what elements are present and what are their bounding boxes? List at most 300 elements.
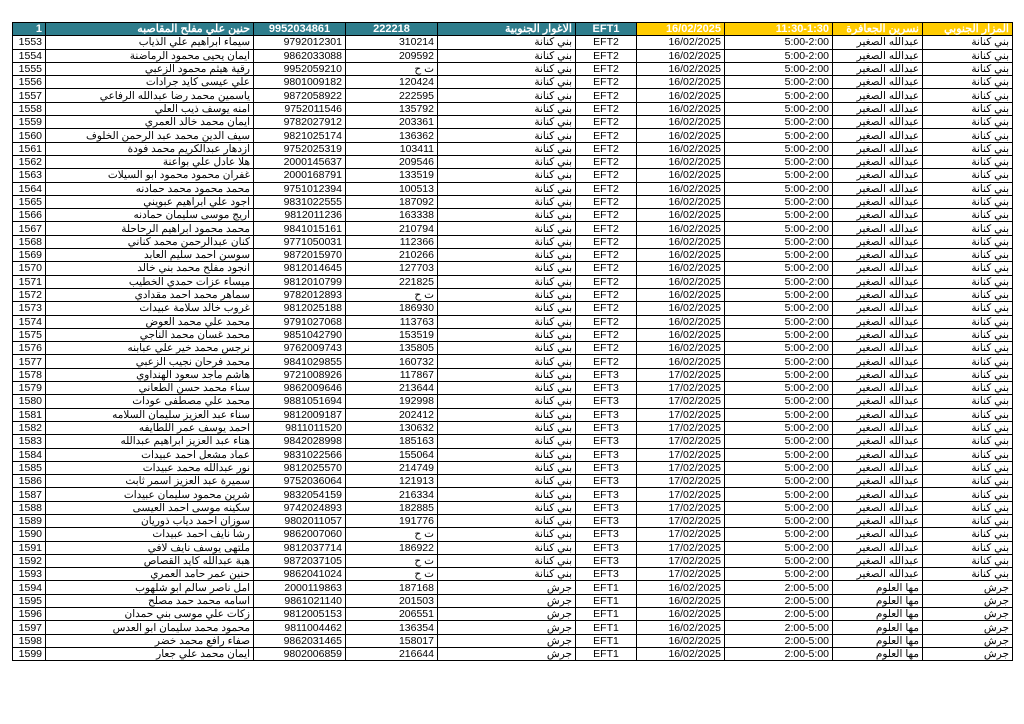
cell-time[interactable]: 5:00-2:00 [725, 302, 833, 315]
cell-date[interactable]: 16/02/2025 [637, 302, 725, 315]
cell-name[interactable]: هاشم ماجد سعود الهنداوي [46, 368, 254, 381]
cell-exam[interactable]: EFT2 [576, 116, 637, 129]
cell-phone[interactable]: 2000145637 [254, 155, 346, 168]
cell-name[interactable]: اريج موسى سليمان حمادنه [46, 209, 254, 222]
cell-time[interactable]: 2:00-5:00 [725, 581, 833, 594]
cell-place[interactable]: بني كنانة [438, 182, 576, 195]
cell-place[interactable]: جرش [438, 581, 576, 594]
cell-exam[interactable]: EFT2 [576, 89, 637, 102]
cell-number[interactable]: 1568 [13, 235, 46, 248]
cell-date[interactable]: 16/02/2025 [637, 328, 725, 341]
cell-phone[interactable]: 9752025319 [254, 142, 346, 155]
cell-phone[interactable]: 9771050031 [254, 235, 346, 248]
cell-name[interactable]: سيف الدين محمد عبد الرحمن الخلوف [46, 129, 254, 142]
cell-number[interactable]: 1573 [13, 302, 46, 315]
cell-place[interactable]: جرش [438, 594, 576, 607]
cell-time[interactable]: 5:00-2:00 [725, 408, 833, 421]
cell-name[interactable]: هبة عبدالله كايد القصاص [46, 554, 254, 567]
cell-name[interactable]: اجود علي ابراهيم عبويني [46, 195, 254, 208]
cell-id[interactable]: 310214 [346, 36, 438, 49]
cell-name[interactable]: سوزان احمد دياب ذوريان [46, 514, 254, 527]
cell-date[interactable]: 16/02/2025 [637, 129, 725, 142]
cell-phone[interactable]: 9812009187 [254, 408, 346, 421]
cell-phone[interactable]: 9841029855 [254, 355, 346, 368]
cell-district[interactable]: بني كنانة [923, 541, 1013, 554]
cell-place[interactable]: بني كنانة [438, 342, 576, 355]
cell-id[interactable]: 158017 [346, 634, 438, 647]
cell-number[interactable]: 1572 [13, 288, 46, 301]
cell-district[interactable]: بني كنانة [923, 142, 1013, 155]
cell-id[interactable]: 210266 [346, 249, 438, 262]
cell-name[interactable]: علي عيسى كايد جرادات [46, 76, 254, 89]
cell-place[interactable]: بني كنانة [438, 36, 576, 49]
cell-id[interactable]: 202412 [346, 408, 438, 421]
cell-id[interactable]: 135805 [346, 342, 438, 355]
cell-supervisor[interactable]: عبدالله الصغير [833, 209, 923, 222]
cell-district[interactable]: بني كنانة [923, 461, 1013, 474]
cell-district[interactable]: بني كنانة [923, 528, 1013, 541]
cell-supervisor[interactable]: عبدالله الصغير [833, 488, 923, 501]
cell-phone[interactable]: 9862033088 [254, 49, 346, 62]
cell-time[interactable]: 2:00-5:00 [725, 621, 833, 634]
cell-exam[interactable]: EFT2 [576, 275, 637, 288]
cell-id[interactable]: 120424 [346, 76, 438, 89]
cell-name[interactable]: زكات علي موسى بني حمدان [46, 608, 254, 621]
cell-place[interactable]: بني كنانة [438, 541, 576, 554]
cell-place[interactable]: بني كنانة [438, 554, 576, 567]
cell-exam[interactable]: EFT3 [576, 475, 637, 488]
cell-date[interactable]: 17/02/2025 [637, 514, 725, 527]
cell-date[interactable]: 16/02/2025 [637, 195, 725, 208]
cell-phone[interactable]: 9842028998 [254, 435, 346, 448]
cell-number[interactable]: 1595 [13, 594, 46, 607]
cell-district[interactable]: بني كنانة [923, 249, 1013, 262]
cell-id[interactable]: 117867 [346, 368, 438, 381]
cell-place[interactable]: بني كنانة [438, 195, 576, 208]
cell-place[interactable]: بني كنانة [438, 395, 576, 408]
cell-exam[interactable]: EFT2 [576, 249, 637, 262]
cell-name[interactable]: غروب خالد سلامة عبيدات [46, 302, 254, 315]
cell-supervisor[interactable]: مها العلوم [833, 647, 923, 660]
cell-time[interactable]: 5:00-2:00 [725, 129, 833, 142]
cell-exam[interactable]: EFT1 [576, 647, 637, 660]
cell-exam[interactable]: EFT1 [576, 621, 637, 634]
cell-exam[interactable]: EFT3 [576, 541, 637, 554]
cell-supervisor[interactable]: عبدالله الصغير [833, 448, 923, 461]
cell-phone[interactable]: 2000168791 [254, 169, 346, 182]
cell-phone[interactable]: 9812010799 [254, 275, 346, 288]
cell-exam[interactable]: EFT1 [576, 581, 637, 594]
cell-supervisor[interactable]: عبدالله الصغير [833, 36, 923, 49]
cell-date[interactable]: 16/02/2025 [637, 142, 725, 155]
cell-time[interactable]: 5:00-2:00 [725, 195, 833, 208]
cell-time[interactable]: 5:00-2:00 [725, 461, 833, 474]
cell-date[interactable]: 16/02/2025 [637, 182, 725, 195]
cell-number[interactable]: 1593 [13, 568, 46, 581]
cell-time[interactable]: 5:00-2:00 [725, 182, 833, 195]
cell-name[interactable]: محمد محمود محمد حمادنه [46, 182, 254, 195]
cell-time[interactable]: 2:00-5:00 [725, 608, 833, 621]
cell-time[interactable]: 5:00-2:00 [725, 235, 833, 248]
cell-id[interactable]: 206551 [346, 608, 438, 621]
cell-place[interactable]: بني كنانة [438, 129, 576, 142]
cell-date[interactable]: 16/02/2025 [637, 581, 725, 594]
cell-supervisor[interactable]: عبدالله الصغير [833, 461, 923, 474]
cell-number[interactable]: 1575 [13, 328, 46, 341]
cell-phone[interactable]: 9831022566 [254, 448, 346, 461]
cell-exam[interactable]: EFT3 [576, 554, 637, 567]
cell-supervisor[interactable]: عبدالله الصغير [833, 475, 923, 488]
cell-time[interactable]: 5:00-2:00 [725, 249, 833, 262]
cell-exam[interactable]: EFT2 [576, 62, 637, 75]
cell-name[interactable]: ايمان محمد علي جعار [46, 647, 254, 660]
cell-phone[interactable]: 9862041024 [254, 568, 346, 581]
cell-date[interactable]: 16/02/2025 [637, 155, 725, 168]
cell-date[interactable]: 17/02/2025 [637, 541, 725, 554]
cell-supervisor[interactable]: عبدالله الصغير [833, 235, 923, 248]
cell-name[interactable]: اسامه محمد حمد مصلح [46, 594, 254, 607]
cell-date[interactable]: 16/02/2025 [637, 49, 725, 62]
cell-place[interactable]: بني كنانة [438, 302, 576, 315]
cell-number[interactable]: 1561 [13, 142, 46, 155]
cell-district[interactable]: بني كنانة [923, 89, 1013, 102]
cell-supervisor[interactable]: عبدالله الصغير [833, 435, 923, 448]
cell-phone[interactable]: 9831022555 [254, 195, 346, 208]
cell-phone[interactable]: 9782027912 [254, 116, 346, 129]
cell-district[interactable]: بني كنانة [923, 408, 1013, 421]
cell-id[interactable]: 113763 [346, 315, 438, 328]
cell-id[interactable]: ت ح [346, 62, 438, 75]
cell-time[interactable]: 5:00-2:00 [725, 142, 833, 155]
cell-exam[interactable]: EFT3 [576, 528, 637, 541]
cell-phone[interactable]: 9812014645 [254, 262, 346, 275]
cell-name[interactable]: صفاء رافع محمد خضر [46, 634, 254, 647]
cell-supervisor[interactable]: عبدالله الصغير [833, 501, 923, 514]
cell-time[interactable]: 5:00-2:00 [725, 222, 833, 235]
cell-district[interactable]: بني كنانة [923, 275, 1013, 288]
cell-supervisor[interactable]: عبدالله الصغير [833, 249, 923, 262]
cell-number[interactable]: 1599 [13, 647, 46, 660]
cell-district[interactable]: بني كنانة [923, 554, 1013, 567]
cell-exam[interactable]: EFT1 [576, 634, 637, 647]
cell-place[interactable]: بني كنانة [438, 408, 576, 421]
cell-date[interactable]: 16/02/2025 [637, 275, 725, 288]
cell-date[interactable]: 16/02/2025 [637, 262, 725, 275]
cell-name[interactable]: محمد محمود ابراهيم الرحاحلة [46, 222, 254, 235]
cell-time[interactable]: 5:00-2:00 [725, 514, 833, 527]
cell-district[interactable]: بني كنانة [923, 116, 1013, 129]
cell-place[interactable]: بني كنانة [438, 501, 576, 514]
cell-time[interactable]: 5:00-2:00 [725, 568, 833, 581]
cell-phone[interactable]: 9832054159 [254, 488, 346, 501]
cell-time[interactable]: 5:00-2:00 [725, 36, 833, 49]
cell-id[interactable]: 135792 [346, 102, 438, 115]
cell-phone[interactable]: 9801009182 [254, 76, 346, 89]
cell-district[interactable]: بني كنانة [923, 368, 1013, 381]
cell-date[interactable]: 16/02/2025 [637, 89, 725, 102]
cell-name[interactable]: ايمان محمد خالد العمري [46, 116, 254, 129]
cell-phone[interactable]: 9841015161 [254, 222, 346, 235]
cell-number[interactable]: 1557 [13, 89, 46, 102]
cell-name[interactable]: كنان عبدالرحمن محمد كناني [46, 235, 254, 248]
cell-supervisor[interactable]: عبدالله الصغير [833, 514, 923, 527]
cell-exam[interactable]: EFT2 [576, 102, 637, 115]
cell-place[interactable]: بني كنانة [438, 421, 576, 434]
cell-phone[interactable]: 9751012394 [254, 182, 346, 195]
cell-supervisor[interactable]: عبدالله الصغير [833, 102, 923, 115]
header-cell-phone[interactable]: 9952034861 [254, 23, 346, 36]
cell-time[interactable]: 2:00-5:00 [725, 647, 833, 660]
cell-exam[interactable]: EFT3 [576, 382, 637, 395]
cell-district[interactable]: جرش [923, 634, 1013, 647]
cell-date[interactable]: 16/02/2025 [637, 621, 725, 634]
cell-date[interactable]: 17/02/2025 [637, 501, 725, 514]
cell-time[interactable]: 2:00-5:00 [725, 594, 833, 607]
cell-supervisor[interactable]: عبدالله الصغير [833, 541, 923, 554]
cell-time[interactable]: 5:00-2:00 [725, 275, 833, 288]
cell-exam[interactable]: EFT3 [576, 568, 637, 581]
cell-district[interactable]: بني كنانة [923, 76, 1013, 89]
cell-supervisor[interactable]: عبدالله الصغير [833, 342, 923, 355]
cell-time[interactable]: 5:00-2:00 [725, 554, 833, 567]
cell-name[interactable]: رقية هيثم محمود الزعبي [46, 62, 254, 75]
cell-place[interactable]: بني كنانة [438, 514, 576, 527]
cell-id[interactable]: 136362 [346, 129, 438, 142]
cell-number[interactable]: 1591 [13, 541, 46, 554]
cell-place[interactable]: بني كنانة [438, 355, 576, 368]
cell-number[interactable]: 1576 [13, 342, 46, 355]
cell-time[interactable]: 5:00-2:00 [725, 448, 833, 461]
cell-place[interactable]: بني كنانة [438, 528, 576, 541]
cell-district[interactable]: بني كنانة [923, 102, 1013, 115]
cell-id[interactable]: 160732 [346, 355, 438, 368]
cell-phone[interactable]: 9811004462 [254, 621, 346, 634]
cell-district[interactable]: بني كنانة [923, 342, 1013, 355]
cell-supervisor[interactable]: عبدالله الصغير [833, 116, 923, 129]
cell-place[interactable]: بني كنانة [438, 249, 576, 262]
cell-date[interactable]: 16/02/2025 [637, 116, 725, 129]
cell-supervisor[interactable]: عبدالله الصغير [833, 528, 923, 541]
cell-phone[interactable]: 9802011057 [254, 514, 346, 527]
header-cell-number[interactable]: 1 [13, 23, 46, 36]
cell-id[interactable]: 103411 [346, 142, 438, 155]
cell-number[interactable]: 1562 [13, 155, 46, 168]
cell-place[interactable]: بني كنانة [438, 448, 576, 461]
cell-exam[interactable]: EFT2 [576, 169, 637, 182]
cell-name[interactable]: ملتهى يوسف نايف لافي [46, 541, 254, 554]
cell-id[interactable]: 112366 [346, 235, 438, 248]
cell-place[interactable]: بني كنانة [438, 461, 576, 474]
cell-supervisor[interactable]: عبدالله الصغير [833, 182, 923, 195]
cell-name[interactable]: ياسمين محمد رضا عبدالله الرفاعي [46, 89, 254, 102]
cell-district[interactable]: بني كنانة [923, 262, 1013, 275]
cell-district[interactable]: بني كنانة [923, 169, 1013, 182]
cell-place[interactable]: بني كنانة [438, 368, 576, 381]
cell-place[interactable]: بني كنانة [438, 116, 576, 129]
cell-date[interactable]: 17/02/2025 [637, 395, 725, 408]
cell-date[interactable]: 17/02/2025 [637, 368, 725, 381]
cell-place[interactable]: بني كنانة [438, 288, 576, 301]
cell-time[interactable]: 5:00-2:00 [725, 382, 833, 395]
cell-name[interactable]: ميساء عزات حمدي الخطيب [46, 275, 254, 288]
cell-name[interactable]: انجود مفلح محمد بني خالد [46, 262, 254, 275]
cell-date[interactable]: 16/02/2025 [637, 342, 725, 355]
cell-name[interactable]: سميرة عبد العزيز اسمر ثابت [46, 475, 254, 488]
cell-number[interactable]: 1554 [13, 49, 46, 62]
cell-place[interactable]: بني كنانة [438, 76, 576, 89]
cell-phone[interactable]: 9812025188 [254, 302, 346, 315]
cell-supervisor[interactable]: مها العلوم [833, 608, 923, 621]
cell-id[interactable]: 214749 [346, 461, 438, 474]
cell-name[interactable]: سناء محمد حسن الطعاني [46, 382, 254, 395]
cell-exam[interactable]: EFT2 [576, 328, 637, 341]
cell-time[interactable]: 5:00-2:00 [725, 62, 833, 75]
cell-date[interactable]: 17/02/2025 [637, 448, 725, 461]
cell-supervisor[interactable]: عبدالله الصغير [833, 262, 923, 275]
cell-district[interactable]: بني كنانة [923, 514, 1013, 527]
cell-number[interactable]: 1586 [13, 475, 46, 488]
cell-id[interactable]: 191776 [346, 514, 438, 527]
cell-supervisor[interactable]: عبدالله الصغير [833, 568, 923, 581]
cell-name[interactable]: ايمان يحيى محمود الرماضنة [46, 49, 254, 62]
cell-place[interactable]: بني كنانة [438, 315, 576, 328]
cell-supervisor[interactable]: عبدالله الصغير [833, 421, 923, 434]
cell-number[interactable]: 1571 [13, 275, 46, 288]
cell-exam[interactable]: EFT3 [576, 488, 637, 501]
cell-phone[interactable]: 9812037714 [254, 541, 346, 554]
cell-id[interactable]: ت ح [346, 528, 438, 541]
cell-date[interactable]: 17/02/2025 [637, 461, 725, 474]
cell-time[interactable]: 5:00-2:00 [725, 528, 833, 541]
header-cell-district[interactable]: المزار الجنوبي [923, 23, 1013, 36]
cell-id[interactable]: 210794 [346, 222, 438, 235]
cell-date[interactable]: 16/02/2025 [637, 608, 725, 621]
cell-supervisor[interactable]: عبدالله الصغير [833, 315, 923, 328]
cell-name[interactable]: شرين محمود سليمان عبيدات [46, 488, 254, 501]
cell-district[interactable]: بني كنانة [923, 129, 1013, 142]
cell-place[interactable]: جرش [438, 634, 576, 647]
cell-id[interactable]: 155064 [346, 448, 438, 461]
cell-date[interactable]: 17/02/2025 [637, 568, 725, 581]
cell-phone[interactable]: 9811011520 [254, 421, 346, 434]
cell-exam[interactable]: EFT3 [576, 421, 637, 434]
cell-supervisor[interactable]: عبدالله الصغير [833, 302, 923, 315]
cell-place[interactable]: بني كنانة [438, 209, 576, 222]
cell-district[interactable]: جرش [923, 621, 1013, 634]
cell-date[interactable]: 16/02/2025 [637, 355, 725, 368]
cell-number[interactable]: 1580 [13, 395, 46, 408]
cell-exam[interactable]: EFT2 [576, 288, 637, 301]
cell-place[interactable]: بني كنانة [438, 49, 576, 62]
cell-time[interactable]: 5:00-2:00 [725, 315, 833, 328]
cell-phone[interactable]: 9862009646 [254, 382, 346, 395]
cell-date[interactable]: 16/02/2025 [637, 235, 725, 248]
cell-number[interactable]: 1564 [13, 182, 46, 195]
cell-supervisor[interactable]: عبدالله الصغير [833, 395, 923, 408]
cell-exam[interactable]: EFT1 [576, 608, 637, 621]
cell-date[interactable]: 17/02/2025 [637, 382, 725, 395]
cell-time[interactable]: 5:00-2:00 [725, 76, 833, 89]
cell-district[interactable]: بني كنانة [923, 448, 1013, 461]
cell-exam[interactable]: EFT2 [576, 209, 637, 222]
cell-phone[interactable]: 9721008926 [254, 368, 346, 381]
cell-name[interactable]: محمد فرحان نجيب الزعبي [46, 355, 254, 368]
cell-phone[interactable]: 9752011546 [254, 102, 346, 115]
cell-phone[interactable]: 2000119863 [254, 581, 346, 594]
cell-phone[interactable]: 9861021140 [254, 594, 346, 607]
cell-district[interactable]: بني كنانة [923, 355, 1013, 368]
cell-time[interactable]: 5:00-2:00 [725, 328, 833, 341]
header-cell-supervisor[interactable]: نسرين الجعافرة [833, 23, 923, 36]
cell-phone[interactable]: 9762009743 [254, 342, 346, 355]
cell-time[interactable]: 5:00-2:00 [725, 116, 833, 129]
cell-phone[interactable]: 9742024893 [254, 501, 346, 514]
cell-phone[interactable]: 9952059210 [254, 62, 346, 75]
cell-district[interactable]: بني كنانة [923, 195, 1013, 208]
cell-supervisor[interactable]: عبدالله الصغير [833, 155, 923, 168]
cell-exam[interactable]: EFT3 [576, 514, 637, 527]
cell-date[interactable]: 16/02/2025 [637, 222, 725, 235]
cell-place[interactable]: بني كنانة [438, 262, 576, 275]
cell-phone[interactable]: 9812011236 [254, 209, 346, 222]
cell-time[interactable]: 5:00-2:00 [725, 288, 833, 301]
cell-district[interactable]: بني كنانة [923, 182, 1013, 195]
cell-id[interactable]: 186930 [346, 302, 438, 315]
cell-id[interactable]: 203361 [346, 116, 438, 129]
cell-exam[interactable]: EFT2 [576, 182, 637, 195]
cell-id[interactable]: ت ح [346, 288, 438, 301]
cell-supervisor[interactable]: عبدالله الصغير [833, 62, 923, 75]
header-cell-id[interactable]: 222218 [346, 23, 438, 36]
cell-exam[interactable]: EFT2 [576, 262, 637, 275]
cell-district[interactable]: جرش [923, 608, 1013, 621]
cell-time[interactable]: 5:00-2:00 [725, 155, 833, 168]
cell-name[interactable]: هناء عبد العزيز ابراهيم عبدالله [46, 435, 254, 448]
header-cell-exam[interactable]: EFT1 [576, 23, 637, 36]
cell-exam[interactable]: EFT3 [576, 408, 637, 421]
cell-phone[interactable]: 9812005153 [254, 608, 346, 621]
cell-time[interactable]: 5:00-2:00 [725, 169, 833, 182]
cell-id[interactable]: ت ح [346, 554, 438, 567]
cell-time[interactable]: 5:00-2:00 [725, 89, 833, 102]
cell-name[interactable]: امل ناصر سالم ابو شلهوب [46, 581, 254, 594]
cell-district[interactable]: بني كنانة [923, 501, 1013, 514]
cell-id[interactable]: 153519 [346, 328, 438, 341]
cell-id[interactable]: 187092 [346, 195, 438, 208]
cell-name[interactable]: سماهر محمد احمد مقدادي [46, 288, 254, 301]
cell-exam[interactable]: EFT2 [576, 195, 637, 208]
cell-time[interactable]: 5:00-2:00 [725, 488, 833, 501]
cell-place[interactable]: بني كنانة [438, 102, 576, 115]
cell-district[interactable]: بني كنانة [923, 328, 1013, 341]
cell-supervisor[interactable]: عبدالله الصغير [833, 368, 923, 381]
cell-supervisor[interactable]: عبدالله الصغير [833, 142, 923, 155]
cell-district[interactable]: جرش [923, 647, 1013, 660]
cell-district[interactable]: بني كنانة [923, 62, 1013, 75]
cell-district[interactable]: بني كنانة [923, 382, 1013, 395]
cell-supervisor[interactable]: عبدالله الصغير [833, 169, 923, 182]
cell-time[interactable]: 2:00-5:00 [725, 634, 833, 647]
cell-place[interactable]: بني كنانة [438, 142, 576, 155]
cell-exam[interactable]: EFT1 [576, 594, 637, 607]
cell-number[interactable]: 1588 [13, 501, 46, 514]
cell-id[interactable]: 187168 [346, 581, 438, 594]
cell-district[interactable]: بني كنانة [923, 421, 1013, 434]
cell-district[interactable]: بني كنانة [923, 302, 1013, 315]
cell-date[interactable]: 16/02/2025 [637, 647, 725, 660]
cell-supervisor[interactable]: عبدالله الصغير [833, 129, 923, 142]
cell-phone[interactable]: 9872058922 [254, 89, 346, 102]
